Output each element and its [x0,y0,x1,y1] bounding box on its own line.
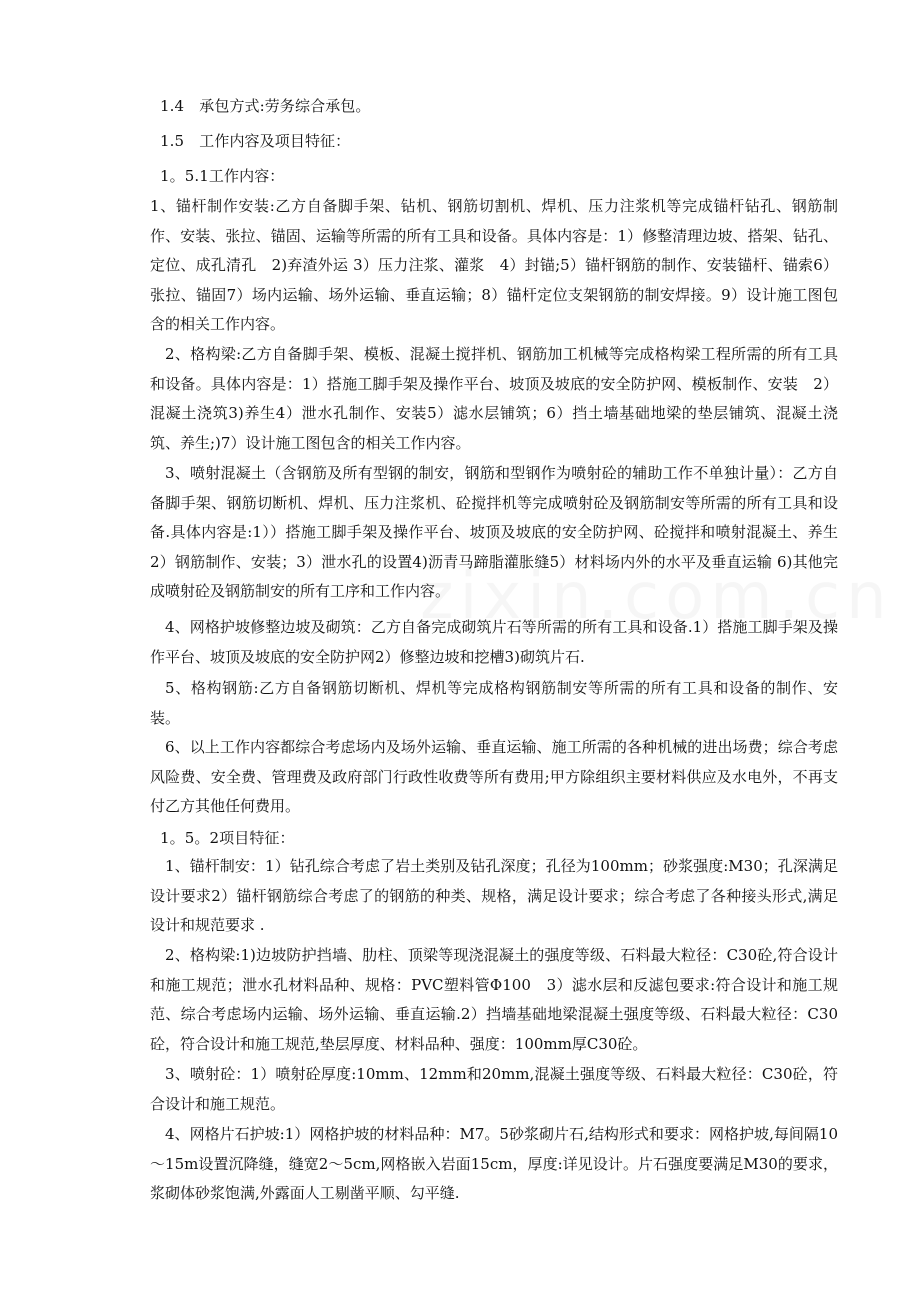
work-item-4: 4、网格护坡修整边坡及砌筑：乙方自备完成砌筑片石等所需的所有工具和设备.1）搭施工脚手架及操作平台、坡顶及坡底的安全防护网2）修整边坡和挖槽3)砌筑片石. [150,618,838,666]
heading-1-5: 1.5 工作内容及项目特征： [160,132,351,150]
heading-1-5-1: 1。5.1工作内容： [160,167,285,185]
work-item-1: 1、锚杆制作安装:乙方自备脚手架、钻机、钢筋切割机、焊机、压力注浆机等完成锚杆钻孔、钢筋制作、安装、张拉、锚固、运输等所需的所有工具和设备。具体内容是：1）修整清理边坡、搭架、钻孔、定位、成孔清孔 2)弃渣外运 3）压力注浆、灌浆 4）封锚;5）锚杆钢筋的制作、安装锚杆、锚索6）张拉、锚固7）场内运输、场外运输、垂直运输；8）锚杆定位支架钢筋的制安焊接。9）设计施工图包含的相关工作内容。 [150,197,838,333]
work-item-3: 3、喷射混凝土（含钢筋及所有型钢的制安，钢筋和型钢作为喷射砼的辅助工作不单独计量）：乙方自备脚手架、钢筋切断机、焊机、压力注浆机、砼搅拌机等完成喷射砼及钢筋制安等所需的所有工具和设备.具体内容是:1））搭施工脚手架及操作平台、坡顶及坡底的安全防护网、砼搅拌和喷射混凝土、养生 2）钢筋制作、安装；3）泄水孔的设置4)沥青马蹄脂灌胀缝5）材料场内外的水平及垂直运输 6)其他完成喷射砼及钢筋制安的所有工序和工作内容。 [150,464,854,600]
work-item-6: 6、以上工作内容都综合考虑场内及场外运输、垂直运输、施工所需的各种机械的进出场费；综合考虑风险费、安全费、管理费及政府部门行政性收费等所有费用;甲方除组织主要材料供应及水电外，不再支付乙方其他任何费用。 [150,738,838,815]
feature-item-4: 4、网格片石护坡:1）网格护坡的材料品种：M7。5砂浆砌片石,结构形式和要求：网格护坡,每间隔10～15m设置沉降缝，缝宽2～5cm,网格嵌入岩面15cm，厚度:详见设计。片石强度要满足M30的要求，浆砌体砂浆饱满,外露面人工剔凿平顺、勾平缝. [150,1125,838,1202]
work-item-5: 5、格构钢筋:乙方自备钢筋切断机、焊机等完成格构钢筋制安等所需的所有工具和设备的制作、安装。 [150,679,838,727]
heading-1-4: 1.4 承包方式:劳务综合承包。 [160,97,371,115]
work-item-2: 2、格构梁:乙方自备脚手架、模板、混凝土搅拌机、钢筋加工机械等完成格构梁工程所需的所有工具和设备。具体内容是：1）搭施工脚手架及操作平台、坡顶及坡底的安全防护网、模板制作、安装 2）混凝土浇筑3)养生4）泄水孔制作、安装5）滤水层铺筑；6）挡土墙基础地梁的垫层铺筑、混凝土浇筑、养生;)7）设计施工图包含的相关工作内容。 [150,345,838,452]
feature-item-3: 3、喷射砼：1）喷射砼厚度:10mm、12mm和20mm,混凝土强度等级、石料最大粒径：C30砼，符合设计和施工规范。 [150,1065,838,1113]
heading-1-5-2: 1。5。2项目特征： [160,829,295,847]
feature-item-1: 1、锚杆制安：1）钻孔综合考虑了岩土类别及钻孔深度；孔径为100mm；砂浆强度:M30；孔深满足设计要求2）锚杆钢筋综合考虑了的钢筋的种类、规格，满足设计要求；综合考虑了各种接头形式,满足设计和规范要求 . [150,857,838,934]
feature-item-2: 2、格构梁:1)边坡防护挡墙、肋柱、顶梁等现浇混凝土的强度等级、石料最大粒径：C30砼,符合设计和施工规范；泄水孔材料品种、规格：PVC塑料管Φ100 3）滤水层和反滤包要求:符合设计和施工规范、综合考虑场内运输、场外运输、垂直运输.2）挡墙基础地梁混凝土强度等级、石料最大粒径：C30砼，符合设计和施工规范,垫层厚度、材料品种、强度：100mm厚C30砼。 [150,946,838,1053]
